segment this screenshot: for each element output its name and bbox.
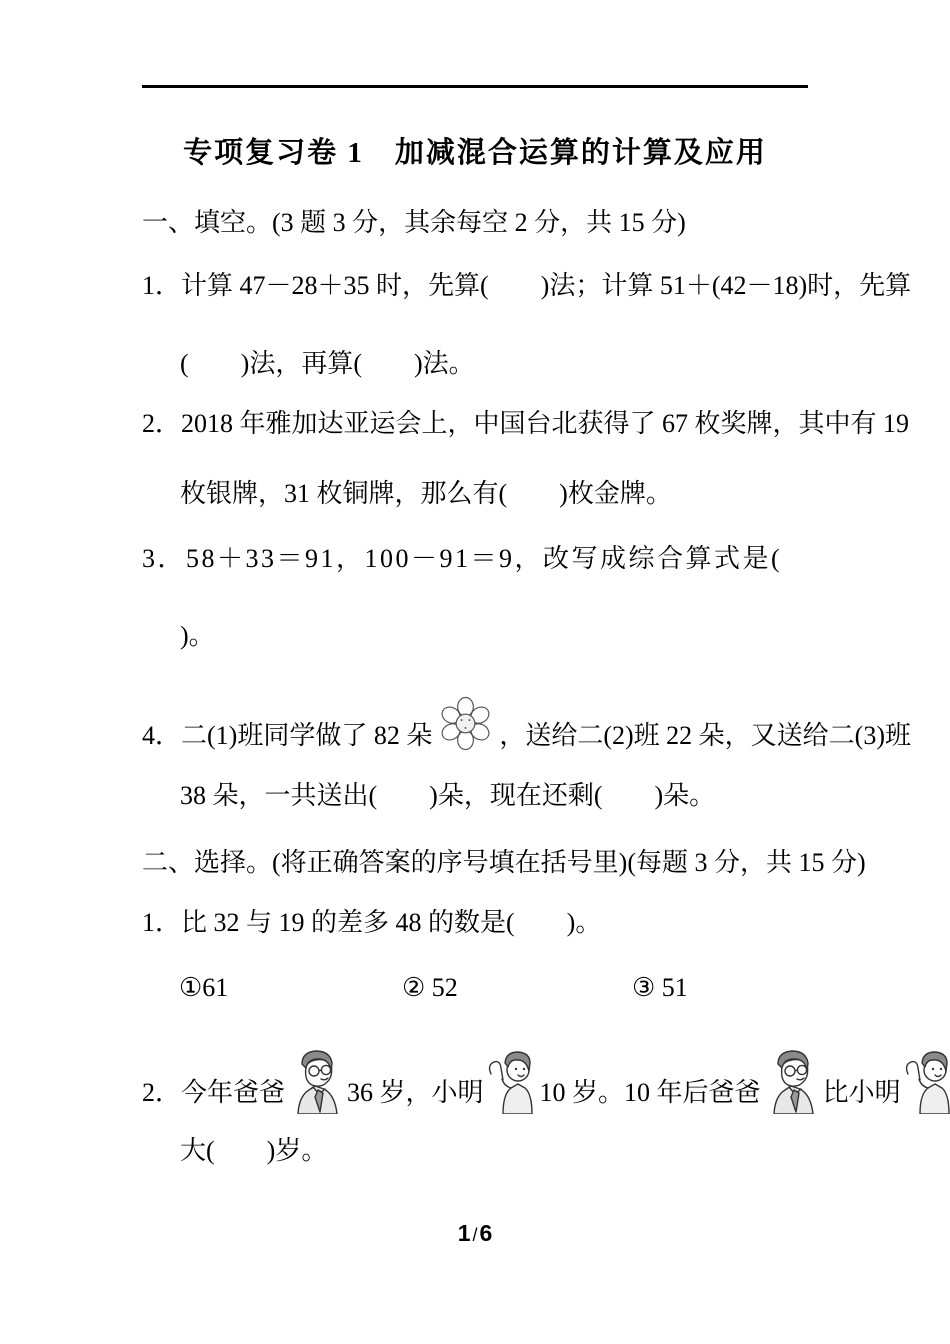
section-1-question-1-line-2: ( )法，再算( )法。 [180,349,475,378]
section-1-question-2-line-2: 枚银牌，31 枚铜牌，那么有( )枚金牌。 [180,479,672,508]
option-2: ② 52 [402,973,458,1002]
question-number: 1． [142,908,182,937]
section-2-question-2-line-2: 大( )岁。 [180,1136,328,1165]
question-text: 今年爸爸 [181,1078,286,1107]
section-1-question-4-line-1 [142,696,911,753]
header-rule [142,85,808,88]
option-1: ①61 [179,973,229,1002]
question-number: 4． [142,721,182,750]
question-text: 二(1)班同学做了 82 朵 [181,721,433,750]
section-1-question-4-line-2: 38 朵，一共送出( )朵，现在还剩( )朵。 [180,781,716,810]
question-number: 2． [142,409,182,438]
section-1-question-1-line-1 [142,269,911,303]
question-text: 比小明 [822,1078,901,1107]
section-2-question-1-line-1 [142,906,601,940]
father-icon [762,1048,822,1114]
page-number [0,1220,950,1247]
page-title: 专项复习卷 1 加减混合运算的计算及应用 [183,137,767,169]
section-1-heading: 一、填空。(3 题 3 分，其余每空 2 分，共 15 分) [142,208,686,237]
xiaoming-icon [485,1050,539,1114]
page-number-current: 1 [457,1220,471,1246]
question-number: 3． [142,544,187,573]
section-1-question-2-line-1 [142,407,909,441]
question-number: 1． [142,271,182,300]
question-text: 2018 年雅加达亚运会上，中国台北获得了 67 枚奖牌，其中有 19 [181,409,910,438]
question-text: 10 岁。10 年后爸爸 [539,1078,761,1107]
page-number-separator: / [472,1225,478,1245]
section-2-heading: 二、选择。(将正确答案的序号填在括号里)(每题 3 分，共 15 分) [142,848,866,877]
option-3: ③ 51 [632,973,688,1002]
section-1-question-3-line-2: )。 [180,621,215,650]
question-text: 比 32 与 19 的差多 48 的数是( )。 [181,908,602,937]
section-1-question-3-line-1 [142,542,782,576]
question-text: ，送给二(2)班 22 朵，又送给二(3)班 [499,721,911,750]
question-text: 58＋33＝91，100－91＝9，改写成综合算式是( [186,544,783,573]
question-text: 36 岁，小明 [347,1078,484,1107]
flower-icon [437,696,494,751]
question-number: 2． [142,1078,182,1107]
xiaoming-icon [902,1050,950,1114]
section-2-question-2-line-1 [142,1048,950,1114]
section-2-question-1-options [0,971,950,1005]
father-icon [286,1048,346,1114]
page-number-total: 6 [479,1220,493,1246]
question-text: 计算 47－28＋35 时，先算( )法；计算 51＋(42－18)时，先算 [181,271,912,300]
